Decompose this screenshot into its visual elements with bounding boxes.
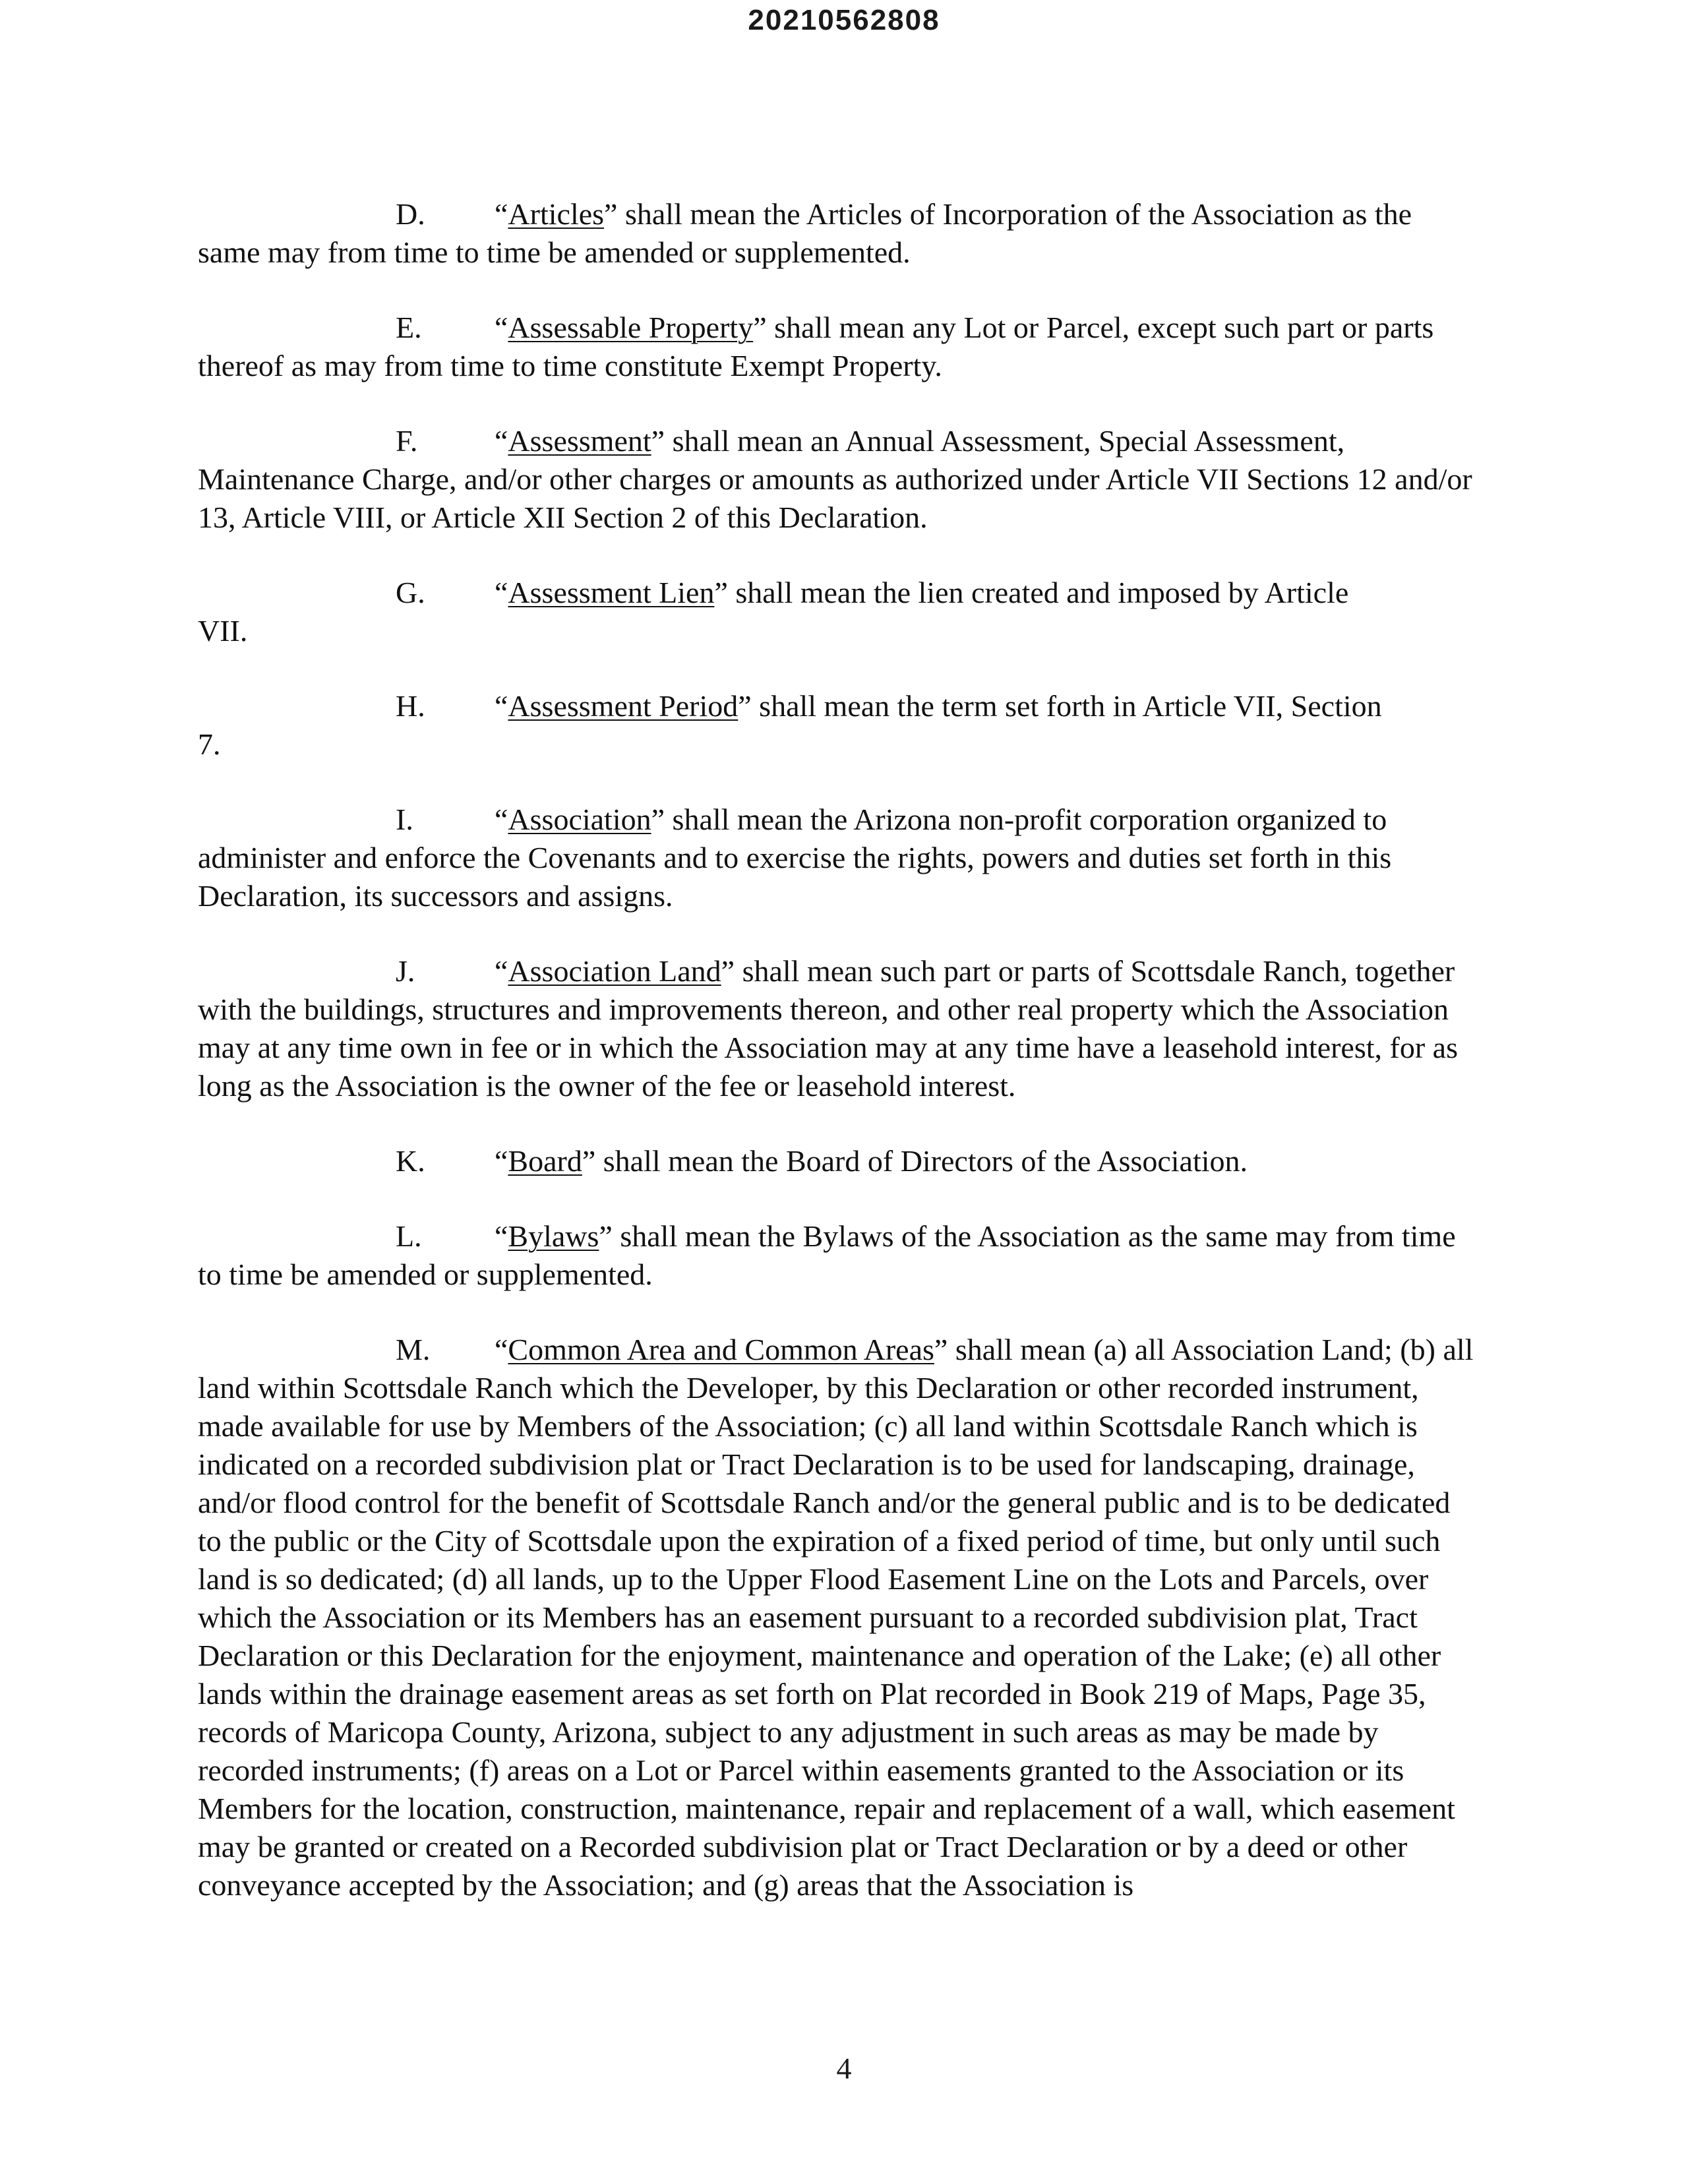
definition-text: shall mean the Arizona non-profit corporation organized to administer and enforce the Covenants and to exercise the rights, powers and duties set forth in this Declaration, its successors and assigns. [198, 803, 1392, 913]
defined-term: Bylaws [508, 1219, 599, 1253]
defined-term: Articles [508, 197, 605, 231]
definitions-section [198, 195, 1477, 1941]
definition-letter: E. [396, 311, 422, 344]
defined-term: Assessment Period [508, 689, 738, 723]
defined-term: Assessment [508, 424, 651, 458]
definition-g: G. “Assessment Lien” shall mean the lien created and imposed by Article VII. [198, 574, 1477, 650]
defined-term: Association Land [508, 954, 721, 988]
document-id: 20210562808 [748, 4, 940, 36]
defined-term: Common Area and Common Areas [508, 1333, 934, 1366]
definition-text: shall mean any Lot or Parcel, except such part or parts thereof as may from time to time constitute Exempt Property. [198, 311, 1434, 382]
definition-h: H. “Assessment Period” shall mean the term set forth in Article VII, Section 7. [198, 687, 1477, 764]
defined-term: Assessable Property [508, 311, 754, 344]
definition-m: M. “Common Area and Common Areas” shall mean (a) all Association Land; (b) all land within Scottsdale Ranch which the Developer, by this Declaration or other recorded instrument, made available for use by Members of the Association; (c) all land within Scottsdale Ranch which is indicated on a recorded subdivision plat or Tract Declaration is to be used for landscaping, drainage, and/or flood control for the benefit of Scottsdale Ranch and/or the general public and is to be dedicated to the public or the City of Scottsdale upon the expiration of a fixed period of time, but only until such land is so dedicated; (d) all lands, up to the Upper Flood Easement Line on the Lots and Parcels, over which the Association or its Members has an easement pursuant to a recorded subdivision plat, Tract Declaration or this Declaration for the enjoyment, maintenance and operation of the Lake; (e) all other lands within the drainage easement areas as set forth on Plat recorded in Book 219 of Maps, Page 35, records of Maricopa County, Arizona, subject to any adjustment in such areas as may be made by recorded instruments; (f) areas on a Lot or Parcel within easements granted to the Association or its Members for the location, construction, maintenance, repair and replacement of a wall, which easement may be granted or created on a Recorded subdivision plat or Tract Declaration or by a deed or other conveyance accepted by the Association; and (g) areas that the Association is [198, 1331, 1477, 1904]
definition-letter: K. [396, 1144, 425, 1178]
definition-text: shall mean (a) all Association Land; (b) all land within Scottsdale Ranch which the Developer, by this Declaration or other recorded instrument, made available for use by Members of the Association; (c) all land within Scottsdale Ranch which is indicated on a recorded subdivision plat or Tract Declaration is to be used for landscaping, drainage, and/or flood control for the benefit of Scottsdale Ranch and/or the general public and is to be dedicated to the public or the City of Scottsdale upon the expiration of a fixed period of time, but only until such land is so dedicated; (d) all lands, up to the Upper Flood Easement Line on the Lots and Parcels, over which the Association or its Members has an easement pursuant to a recorded subdivision plat, Tract Declaration or this Declaration for the enjoyment, maintenance and operation of the Lake; (e) all other lands within the drainage easement areas as set forth on Plat recorded in Book 219 of Maps, Page 35, records of Maricopa County, Arizona, subject to any adjustment in such areas as may be made by recorded instruments; (f) areas on a Lot or Parcel within easements granted to the Association or its Members for the location, construction, maintenance, repair and replacement of a wall, which easement may be granted or created on a Recorded subdivision plat or Tract Declaration or by a deed or other conveyance accepted by the Association; and (g) areas that the Association is [198, 1333, 1474, 1902]
definition-letter: D. [396, 197, 425, 231]
defined-term: Association [508, 803, 651, 836]
definition-letter: J. [396, 954, 415, 988]
definition-k: K. “Board” shall mean the Board of Directors of the Association. [198, 1142, 1477, 1180]
definition-text: shall mean the Articles of Incorporation of the Association as the same may from time to time be amended or supplemented. [198, 197, 1412, 269]
definition-i: I. “Association” shall mean the Arizona non-profit corporation organized to administer and enforce the Covenants and to exercise the rights, powers and duties set forth in this Declaration, its successors and assigns. [198, 801, 1477, 915]
definition-letter: H. [396, 689, 425, 723]
definition-j: J. “Association Land” shall mean such part or parts of Scottsdale Ranch, together with the buildings, structures and improvements thereon, and other real property which the Association may at any time own in fee or in which the Association may at any time have a leasehold interest, for as long as the Association is the owner of the fee or leasehold interest. [198, 952, 1477, 1105]
definition-letter: L. [396, 1219, 422, 1253]
definition-text: shall mean an Annual Assessment, Special Assessment, Maintenance Charge, and/or other charges or amounts as authorized under Article VII Sections 12 and/or 13, Article VIII, or Article XII Section 2 of this Declaration. [198, 424, 1472, 534]
definition-tail: VII. [198, 614, 248, 648]
page-number: 4 [836, 2051, 852, 2085]
definition-e: E. “Assessable Property” shall mean any Lot or Parcel, except such part or parts thereof as may from time to time constitute Exempt Property. [198, 309, 1477, 385]
defined-term: Assessment Lien [508, 576, 715, 609]
defined-term: Board [508, 1144, 582, 1178]
definition-text: shall mean the lien created and imposed by Article [727, 576, 1349, 609]
definition-letter: G. [396, 576, 425, 609]
definition-letter: F. [396, 424, 418, 458]
definition-d: D. “Articles” shall mean the Articles of Incorporation of the Association as the same may from time to time be amended or supplemented. [198, 195, 1477, 272]
definition-tail: 7. [198, 727, 221, 761]
definition-text: shall mean the Board of Directors of the Association. [595, 1144, 1248, 1178]
definition-text: shall mean the term set forth in Article VII, Section [751, 689, 1382, 723]
definition-text: shall mean the Bylaws of the Association as the same may from time to time be amended or supplemented. [198, 1219, 1456, 1291]
definition-text: shall mean such part or parts of Scottsdale Ranch, together with the buildings, structures and improvements thereon, and other real property which the Association may at any time own in fee or in which the Association may at any time have a leasehold interest, for as long as the Association is the owner of the fee or leasehold interest. [198, 954, 1458, 1103]
definition-letter: I. [396, 803, 413, 836]
definition-f: F. “Assessment” shall mean an Annual Assessment, Special Assessment, Maintenance Charge, and/or other charges or amounts as authorized under Article VII Sections 12 and/or 13, Article VIII, or Article XII Section 2 of this Declaration. [198, 422, 1477, 537]
definition-l: L. “Bylaws” shall mean the Bylaws of the Association as the same may from time to time be amended or supplemented. [198, 1217, 1477, 1294]
definition-letter: M. [396, 1333, 431, 1366]
